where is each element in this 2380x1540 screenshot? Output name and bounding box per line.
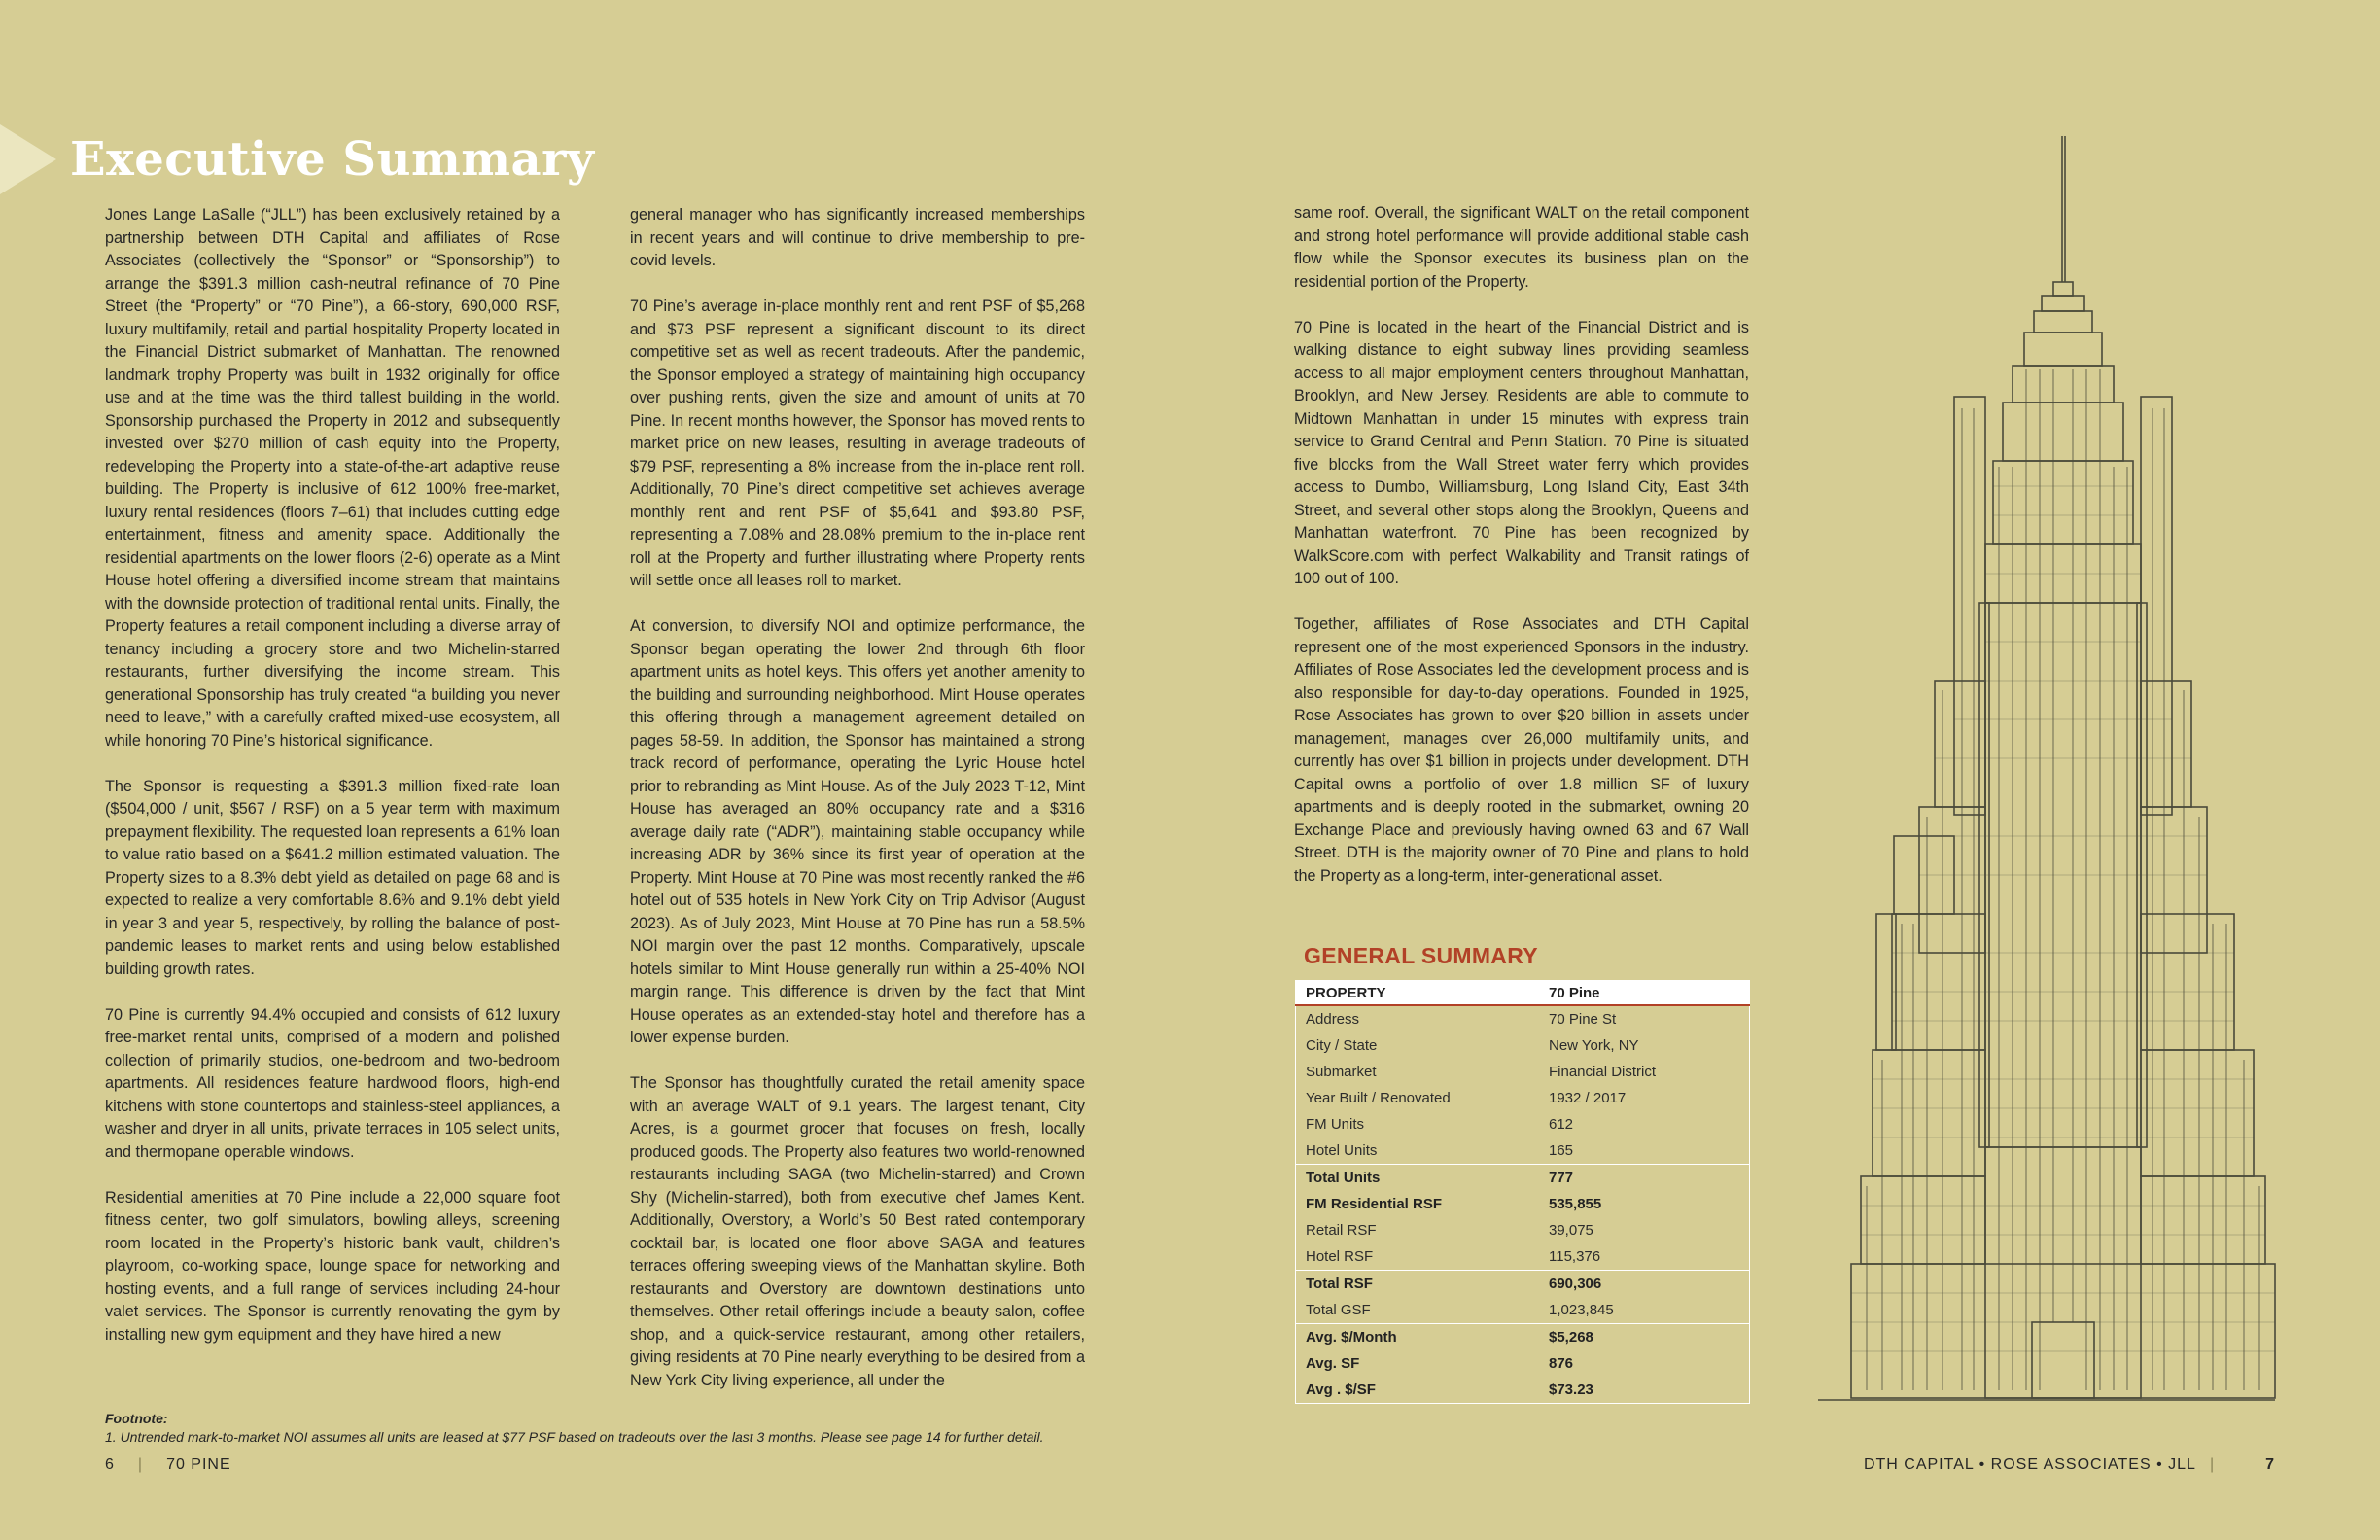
- row-value: $73.23: [1549, 1382, 1593, 1398]
- row-value: Financial District: [1549, 1064, 1657, 1080]
- table-row-total: [1296, 1271, 1750, 1298]
- table-header-cell: PROPERTY: [1296, 981, 1540, 1006]
- paragraph: The Sponsor has thoughtfully curated the retail amenity space with an average WALT of 9.1 years. The largest tenant, City Acres, is a gourmet grocer that focuses on fresh, locally produced goods. The Property also features two world-renowned restaurants including SAGA (two Michelin-starred) and Crown Shy (Michelin-starred), both from executive chef James Kent. Additionally, Overstory, a World’s 50 Best rated contemporary cocktail bar, is located one floor above SAGA and features terraces offering sweeping views of the Manhattan skyline. Both restaurants and Overstory are downtown destinations unto themselves. Other retail offerings include a beauty salon, coffee shop, and a quick-service restaurant, among other retailers, giving residents at 70 Pine nearly everything to be desired from a New York City living experience, all under the: [630, 1074, 1085, 1389]
- row-value: 690,306: [1539, 1271, 1750, 1298]
- row-value: 1932 / 2017: [1549, 1090, 1627, 1106]
- row-label: Avg. SF: [1306, 1355, 1360, 1372]
- text-column-3: [1294, 202, 1749, 911]
- row-label: Address: [1306, 1011, 1360, 1028]
- footnote: [105, 1410, 1043, 1447]
- footer-left: [105, 1456, 231, 1474]
- row-label: Hotel RSF: [1306, 1248, 1374, 1265]
- page-number-right: 7: [2265, 1456, 2275, 1473]
- row-label: FM Units: [1306, 1116, 1364, 1133]
- row-label: Total Units: [1296, 1165, 1540, 1192]
- general-summary-title: GENERAL SUMMARY: [1304, 943, 1538, 968]
- row-label: Avg . $/SF: [1306, 1382, 1376, 1398]
- row-label: Total GSF: [1306, 1302, 1371, 1318]
- general-summary-table: [1295, 980, 1750, 1404]
- table-row-total: [1296, 1350, 1750, 1377]
- row-label: Year Built / Renovated: [1306, 1090, 1451, 1106]
- table-row: [1296, 1085, 1750, 1111]
- row-label: Total RSF: [1296, 1271, 1540, 1298]
- paragraph: same roof. Overall, the significant WALT on the retail component and strong hotel performance will provide additional stable cash flow while the Sponsor executes its business plan on the residential portion of the Property.: [1294, 204, 1749, 291]
- footer-divider: |: [2209, 1456, 2216, 1473]
- table-row-total: [1296, 1191, 1750, 1217]
- table-row: [1296, 1032, 1750, 1059]
- title-arrow-icon: [0, 124, 56, 194]
- row-label: City / State: [1306, 1037, 1378, 1054]
- row-value: 165: [1549, 1142, 1574, 1159]
- text-column-2: [630, 204, 1085, 1416]
- paragraph: The Sponsor is requesting a $391.3 million fixed-rate loan ($504,000 / unit, $567 / RSF) on a 5 year term with maximum prepayment flexibility. The requested loan represents a 61% loan to value ratio based on a $641.2 million estimated valuation. The Property sizes to a 8.3% debt yield as detailed on page 68 and is expected to realize a very comfortable 8.6% and 9.1% debt yield in year 3 and year 5, respectively, by rolling the balance of post-pandemic leases to market rents and using below established building growth rates.: [105, 777, 560, 978]
- paragraph: 70 Pine is located in the heart of the Financial District and is walking distance to eight subway lines providing seamless access to all major employment centers throughout Manhattan, Brooklyn, and New Jersey. Residents are able to commute to Midtown Manhattan in under 15 minutes with express train service to Grand Central and Penn Station. 70 Pine is situated five blocks from the Wall Street water ferry which provides access to Dumbo, Williamsburg, Long Island City, East 34th Street, and several other stops along the Brooklyn, Queens and Manhattan waterfront. 70 Pine has been recognized by WalkScore.com with perfect Walkability and Transit ratings of 100 out of 100.: [1294, 318, 1749, 587]
- paragraph: Jones Lange LaSalle (“JLL”) has been exclusively retained by a partnership between DTH Capital and affiliates of Rose Associates (collectively the “Sponsor” or “Sponsorship”) to arrange the $391.3 million cash-neutral refinance of 70 Pine Street (the “Property” or “70 Pine”), a 66-story, 690,000 RSF, luxury multifamily, retail and partial hospitality Property located in the Financial District submarket of Manhattan. The renowned landmark trophy Property was built in 1932 originally for office use and at the time was the third tallest building in the world. Sponsorship purchased the Property in 2012 and subsequently invested over $270 million of cash equity into the Property, redeveloping the Property into a state-of-the-art adaptive reuse building. The Property is inclusive of 612 100% free-market, luxury rental residences (floors 7–61) that includes cutting edge entertainment, fitness and amenity space. Additionally the residential apartments on the lower floors (2-6) operate as a Mint House hotel offering a diversified income stream that maintains with the downside protection of traditional rental units. Finally, the Property features a retail component including a diverse array of tenancy including a grocery store and two Michelin-starred restaurants, further diversifying the income stream. This generational Sponsorship has truly created “a building you never need to leave,” with a carefully crafted mixed-use ecosystem, all while honoring 70 Pine’s historical significance.: [105, 206, 560, 750]
- footer-property-label: 70 PINE: [166, 1456, 231, 1473]
- footnote-label: Footnote:: [105, 1411, 168, 1426]
- page-number-left: 6: [105, 1456, 115, 1473]
- paragraph: At conversion, to diversify NOI and optimize performance, the Sponsor began operating the lower 2nd through 6th floor apartment units as hotel keys. This offers yet another amenity to the building and surrounding neighborhood. Mint House operates this offering through a management agreement detailed on pages 58-59. In addition, the Sponsor has maintained a strong track record of performance, operating the Lyric House hotel prior to rebranding as Mint House. As of the July 2023 T-12, Mint House has averaged an 80% occupancy rate and a $316 average daily rate (“ADR”), maintaining stable occupancy while increasing ADR by 36% since its first year of operation at the Property. Mint House at 70 Pine was most recently ranked the #6 hotel out of 535 hotels in New York City on Trip Advisor (August 2023). As of July 2023, Mint House at 70 Pine has run a 58.5% NOI margin over the past 12 months. Comparatively, upscale hotels similar to Mint House generally run within a 25-40% NOI margin range. This difference is driven by the fact that Mint House operates as an extended-stay hotel and therefore has a lower expense burden.: [630, 617, 1085, 1046]
- row-value: 39,075: [1549, 1222, 1593, 1239]
- paragraph: Residential amenities at 70 Pine include a 22,000 square foot fitness center, two golf simulators, bowling alleys, screening room located in the Property’s historic bank vault, children’s playroom, co-working space, lounge space for networking and hosting events, and a full range of services including 24-hour valet services. The Sponsor is currently renovating the gym by installing new gym equipment and they have hired a new: [105, 1188, 560, 1344]
- text-column-1: [105, 204, 560, 1370]
- row-label: Hotel Units: [1306, 1142, 1378, 1159]
- footnote-text: 1. Untrended mark-to-market NOI assumes all units are leased at $77 PSF based on tradeouts over the last 3 months. Please see page 14 for further detail.: [105, 1429, 1044, 1445]
- row-value: 612: [1549, 1116, 1574, 1133]
- row-label: FM Residential RSF: [1306, 1196, 1443, 1212]
- table-row: [1296, 1059, 1750, 1085]
- table-row: [1296, 1297, 1750, 1324]
- table-row: [1296, 1243, 1750, 1271]
- paragraph: 70 Pine is currently 94.4% occupied and consists of 612 luxury free-market rental units, comprised of a modern and polished collection of primarily studios, one-bedroom and two-bedroom apartments. All residences feature hardwood floors, high-end kitchens with stone countertops and stainless-steel appliances, a washer and dryer in all units, private terraces in 105 select units, and thermopane operable windows.: [105, 1005, 560, 1161]
- footer-right: [1864, 1456, 2275, 1474]
- paragraph: Together, affiliates of Rose Associates and DTH Capital represent one of the most experienced Sponsors in the industry. Affiliates of Rose Associates led the development process and is also responsible for day-to-day operations. Founded in 1925, Rose Associates has grown to over $20 billion in assets under management, manages over 26,000 multifamily units, and currently has over $1 billion in projects under development. DTH Capital owns a portfolio of over 1.8 million SF of luxury apartments and is deeply rooted in the submarket, owning 20 Exchange Place and previously having owned 63 and 67 Wall Street. DTH is the majority owner of 70 Pine and plans to hold the Property as a long-term, inter-generational asset.: [1294, 615, 1749, 885]
- row-label: Retail RSF: [1306, 1222, 1377, 1239]
- paragraph: general manager who has significantly increased memberships in recent years and will continue to drive membership to pre-covid levels.: [630, 206, 1085, 269]
- footer-divider: |: [137, 1456, 144, 1473]
- row-label: Submarket: [1306, 1064, 1377, 1080]
- row-value: $5,268: [1539, 1324, 1750, 1351]
- table-header-row: [1296, 981, 1750, 1006]
- row-value: New York, NY: [1549, 1037, 1639, 1054]
- table-row: [1296, 1005, 1750, 1032]
- row-value: 70 Pine St: [1549, 1011, 1617, 1028]
- table-row: [1296, 1138, 1750, 1165]
- row-value: 115,376: [1549, 1248, 1601, 1265]
- row-value: 777: [1539, 1165, 1750, 1192]
- table-row: [1296, 1217, 1750, 1243]
- table-row-total: [1296, 1165, 1750, 1192]
- table-header-cell: 70 Pine: [1539, 981, 1750, 1006]
- building-illustration: [1808, 136, 2285, 1410]
- page-title: Executive Summary: [70, 132, 595, 187]
- row-value: 876: [1549, 1355, 1574, 1372]
- table-row-total: [1296, 1324, 1750, 1351]
- row-label: Avg. $/Month: [1296, 1324, 1540, 1351]
- row-value: 535,855: [1549, 1196, 1602, 1212]
- footer-brands: DTH CAPITAL • ROSE ASSOCIATES • JLL: [1863, 1456, 2196, 1473]
- row-value: 1,023,845: [1549, 1302, 1614, 1318]
- table-row-total: [1296, 1377, 1750, 1404]
- table-row: [1296, 1111, 1750, 1138]
- paragraph: 70 Pine’s average in-place monthly rent and rent PSF of $5,268 and $73 PSF represent a significant discount to its direct competitive set as well as recent tradeouts. After the pandemic, the Sponsor employed a strategy of maintaining high occupancy over pushing rents, given the size and amount of units at 70 Pine. In recent months however, the Sponsor has moved rents to market price on new leases, resulting in average tradeouts of $79 PSF, representing a 8% increase from the in-place rent roll. Additionally, 70 Pine’s direct competitive set achieves average monthly rent and rent PSF of $5,641 and $93.80 PSF, representing a 7.08% and 28.08% premium to the in-place rent roll at the Property and further illustrating where Property rents will settle once all leases roll to market.: [630, 298, 1085, 589]
